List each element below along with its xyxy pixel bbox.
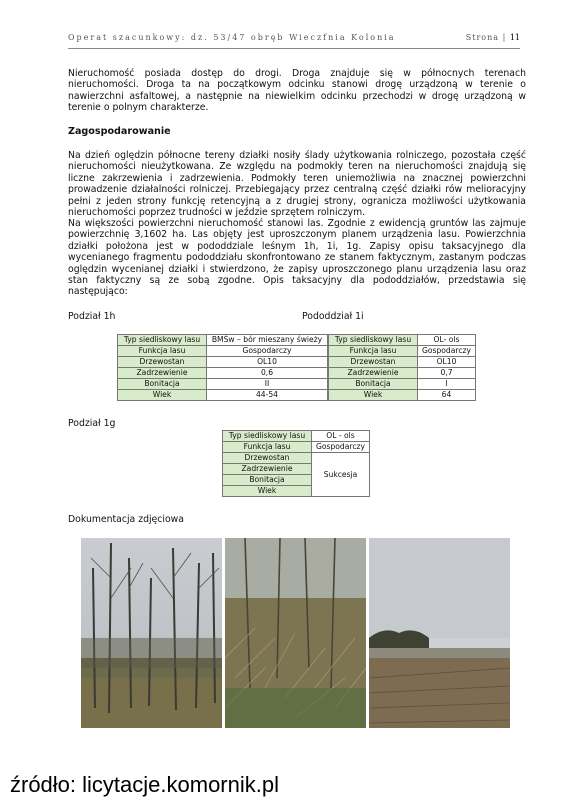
table-row: Typ siedliskowy lasu OL - ols [223,431,370,442]
label-pododdzial-1i: Pododdział 1i [302,311,364,322]
table-row: Funkcja lasu Gospodarczy [223,442,370,453]
source-footer: źródło: licytacje.komornik.pl [10,772,279,797]
table-row: Funkcja lasu Gospodarczy [329,346,476,357]
table-row: Bonitacja II [118,379,328,390]
table-row: Zadrzewienie 0,6 [118,368,328,379]
merged-succession-cell: Sukcesja [312,453,370,497]
header-divider [68,48,520,49]
paragraph-development: Na dzień oględzin północne tereny działki nosiły ślady użytkowania rolniczego, pozostała część nieruchomości nieużytkowana. Ze względu na podmokły teren na nieruchomości znajdują się liczne zakrzewienia i zadrzewienia. Podmokły teren uniemożliwia na znacznej powierzchni prowadzenie działalności rolniczej. Przebiegający przez centralną część działki rów melioracyjny pełni z jeden strony funkcję retencyjną a z drugiej strony, ogranicza możliwości użytkowania nieruchomości poprzez trudności w jeździe sprzętem rolniczym. [68,150,526,219]
table-row: Bonitacja [223,475,370,486]
label-podzial-1g: Podział 1g [68,418,116,429]
table-1g [222,430,370,497]
table-1h [117,334,328,401]
paragraph-forest: Na większości powierzchni nieruchomość stanowi las. Zgodnie z ewidencją gruntów las zajmuje powierzchnię 3,1602 ha. Las objęty jest uproszczonym planem urządzenia lasu. Powierzchnia działki położona jest w pododdziale leśnym 1h, 1i, 1g. Zapisy opisu taksacyjnego dla wycenianego fragmentu pododdziału skonfrontowano ze stanem faktycznym, zastanym podczas oględzin wycenianej działki i stwierdzono, że zapisy uproszczonego planu urządzenia lasu oraz stan faktyczny są ze sobą zgodne. Opis taksacyjny dla pododdziałów, przedstawia się następująco: [68,218,526,298]
label-podzial-1h: Podział 1h [68,311,116,322]
table-row: Funkcja lasu Gospodarczy [118,346,328,357]
table-row: Zadrzewienie [223,464,370,475]
page-indicator: Strona | 11 [465,33,520,42]
table-row: Drzewostan OL10 [329,357,476,368]
document-title: Operat szacunkowy: dz. 53/47 obręb Wieczfnia Kolonia [68,33,396,42]
photo-forest-icon [81,538,222,728]
page-label: Strona [465,33,500,42]
table-row: Wiek 44-54 [118,390,328,401]
table-row: Typ siedliskowy lasu OL- ols [329,335,476,346]
page-header [68,33,520,47]
table-row: Bonitacja I [329,379,476,390]
table-row: Drzewostan Sukcesja [223,453,370,464]
table-row: Zadrzewienie 0,7 [329,368,476,379]
table-row: Drzewostan OL10 [118,357,328,368]
section-heading: Zagospodarowanie [68,126,171,137]
photo-field-icon [369,538,510,728]
paragraph-access: Nieruchomość posiada dostęp do drogi. Droga znajduje się w północnych terenach nieruchomości. Droga ta na początkowym odcinku stanowi drogę urządzoną w terenie o nawierzchni asfaltowej, a następnie na niewielkim odcinku przechodzi w drogę urządzoną w terenie o polnym charakterze. [68,68,526,114]
table-row: Wiek [223,486,370,497]
table-row: Wiek 64 [329,390,476,401]
table-1i [328,334,476,401]
label-photos: Dokumentacja zdjęciowa [68,514,184,525]
table-row: Typ siedliskowy lasu BMŚw – bór mieszany świeży [118,335,328,346]
page-number: 11 [509,33,520,42]
photo-bushes-icon [225,538,366,728]
